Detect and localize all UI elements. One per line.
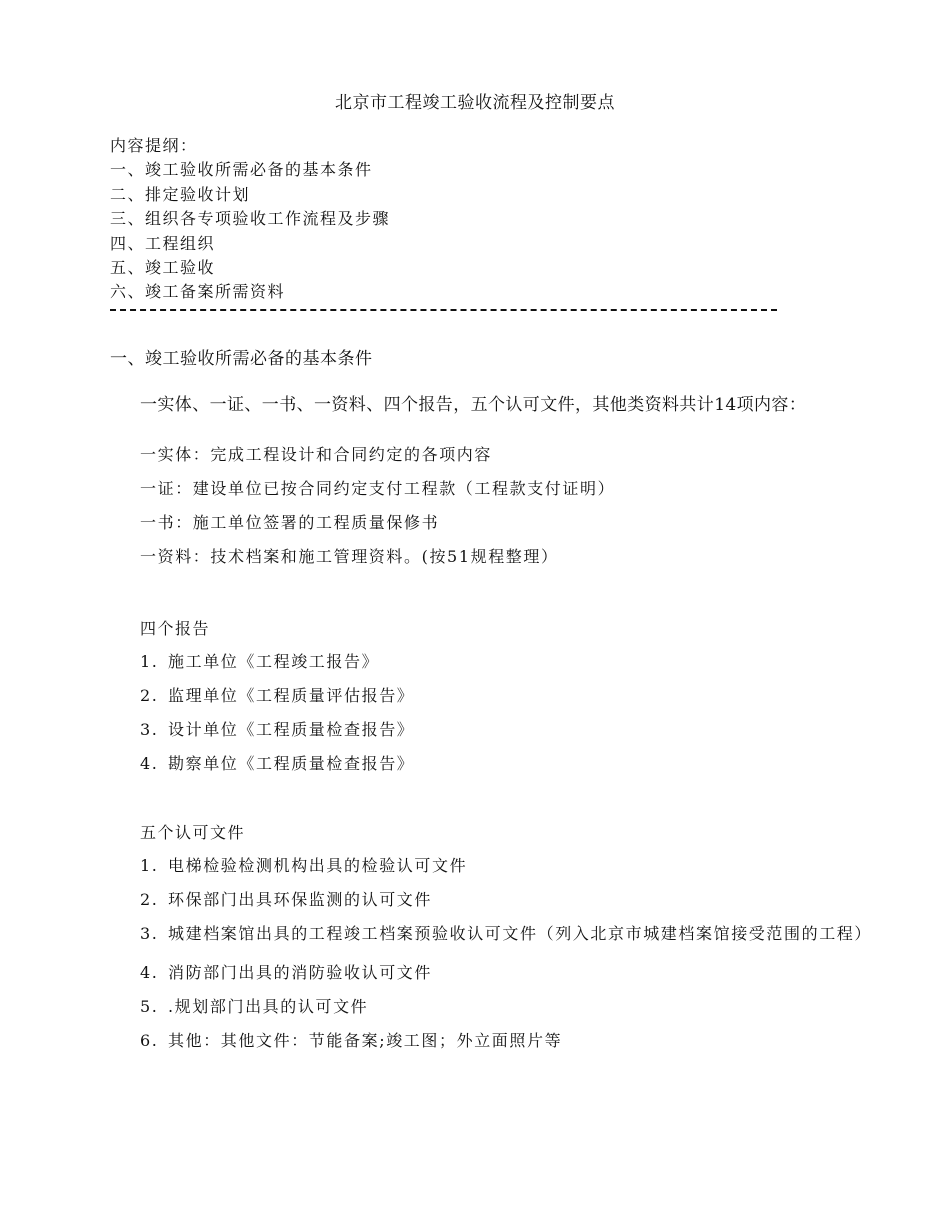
list-number: 6. xyxy=(140,1031,159,1050)
outline-item: 四、工程组织 xyxy=(110,233,216,253)
list-item xyxy=(140,752,868,776)
outline-item: 五、竣工验收 xyxy=(110,257,216,277)
list-text: 消防部门出具的消防验收认可文件 xyxy=(168,963,433,982)
section-intro: 一实体、一证、一书、一资料、四个报告，五个认可文件，其他类资料共计14项内容： xyxy=(140,395,807,415)
list-text: 城建档案馆出具的工程竣工档案预验收认可文件（列入北京市城建档案馆接受范围的工程） xyxy=(168,924,873,943)
dashed-divider xyxy=(110,309,777,311)
basic-item: 一书：施工单位签署的工程质量保修书 xyxy=(140,513,440,532)
reports-list xyxy=(140,650,868,786)
list-item xyxy=(140,1029,868,1053)
list-text: 勘察单位《工程质量检查报告》 xyxy=(168,754,415,773)
outline xyxy=(110,134,390,305)
outline-item: 一、竣工验收所需必备的基本条件 xyxy=(110,160,373,180)
list-text: 监理单位《工程质量评估报告》 xyxy=(168,686,415,705)
list-item xyxy=(140,718,868,742)
basic-item: 一资料：技术档案和施工管理资料。(按51规程整理） xyxy=(140,547,559,566)
basic-items xyxy=(140,443,615,579)
section-heading: 一、竣工验收所需必备的基本条件 xyxy=(110,349,373,369)
list-text: .规划部门出具的认可文件 xyxy=(168,997,369,1016)
list-number: 1. xyxy=(140,652,159,671)
outline-item: 六、竣工备案所需资料 xyxy=(110,282,286,302)
permits-list xyxy=(140,854,873,1063)
list-item xyxy=(140,922,873,951)
list-number: 2. xyxy=(140,890,159,909)
list-item xyxy=(140,650,868,674)
list-text: 施工单位《工程竣工报告》 xyxy=(168,652,380,671)
list-item xyxy=(140,888,868,912)
list-number: 2. xyxy=(140,686,159,705)
list-number: 1. xyxy=(140,856,159,875)
basic-item: 一实体：完成工程设计和合同约定的各项内容 xyxy=(140,445,493,464)
outline-heading: 内容提纲： xyxy=(110,136,198,155)
outline-item: 三、组织各专项验收工作流程及步骤 xyxy=(110,209,391,229)
list-item xyxy=(140,684,868,708)
document-title: 北京市工程竣工验收流程及控制要点 xyxy=(335,93,615,113)
list-number: 4. xyxy=(140,963,159,982)
list-item xyxy=(140,995,868,1019)
list-text: 环保部门出具环保监测的认可文件 xyxy=(168,890,433,909)
list-number: 3. xyxy=(140,720,159,739)
basic-item: 一证：建设单位已按合同约定支付工程款（工程款支付证明） xyxy=(140,479,616,498)
list-text: 电梯检验检测机构出具的检验认可文件 xyxy=(168,856,468,875)
outline-item: 二、排定验收计划 xyxy=(110,184,251,204)
permits-heading: 五个认可文件 xyxy=(140,823,246,842)
list-number: 3. xyxy=(140,924,159,943)
list-text: 其他：其他文件：节能备案;竣工图；外立面照片等 xyxy=(168,1031,563,1050)
list-number: 5. xyxy=(140,997,159,1016)
list-item xyxy=(140,854,868,878)
list-number: 4. xyxy=(140,754,159,773)
list-text: 设计单位《工程质量检查报告》 xyxy=(168,720,415,739)
reports-heading: 四个报告 xyxy=(140,619,211,638)
list-item xyxy=(140,961,868,985)
